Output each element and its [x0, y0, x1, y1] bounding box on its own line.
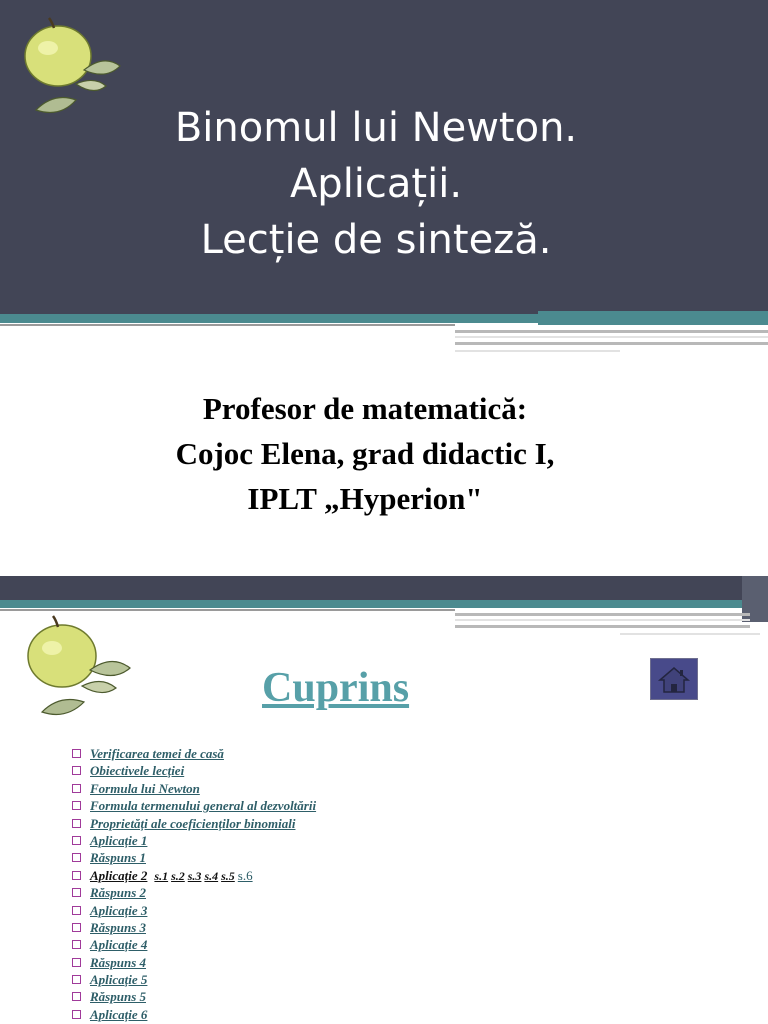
list-item: [72, 919, 316, 936]
toc-link[interactable]: Aplicație 4: [90, 937, 148, 953]
title-line: Binomul lui Newton.: [174, 105, 578, 151]
bullet-icon: [72, 836, 81, 845]
sublink[interactable]: s.6: [237, 867, 253, 883]
list-item: [72, 780, 316, 797]
list-item: [72, 954, 316, 971]
list-item: [72, 884, 316, 901]
bullet-icon: [72, 906, 81, 915]
toc-link[interactable]: Aplicație 5: [90, 972, 148, 988]
list-item: [72, 1006, 316, 1023]
title-line: Lecție de sinteză.: [200, 217, 552, 263]
author-line: Profesor de matematică:: [202, 391, 528, 426]
title-line: Aplicații.: [289, 161, 463, 207]
bullet-icon: [72, 958, 81, 967]
contents-list: [72, 745, 316, 1023]
sublink[interactable]: s.4: [204, 868, 219, 883]
toc-link[interactable]: Obiectivele lecției: [90, 763, 185, 779]
decor-line: [455, 350, 620, 352]
toc-link[interactable]: Răspuns 3: [90, 919, 146, 935]
list-item: [72, 867, 316, 884]
list-item: [72, 936, 316, 953]
author-line: IPLT „Hyperion": [247, 481, 483, 516]
list-item: [72, 849, 316, 866]
list-item: [72, 797, 316, 814]
bullet-icon: [72, 784, 81, 793]
author-info: [0, 386, 730, 521]
bullet-icon: [72, 766, 81, 775]
toc-link[interactable]: Formula termenului general al dezvoltării: [90, 798, 317, 814]
header-shadow-line: [0, 324, 455, 326]
bullet-icon: [72, 975, 81, 984]
decor-line: [455, 330, 768, 333]
toc-link[interactable]: Aplicație 3: [90, 902, 148, 918]
list-item: [72, 971, 316, 988]
toc-link[interactable]: Răspuns 4: [90, 954, 146, 970]
toc-link[interactable]: Proprietăți ale coeficienților binomiali: [90, 815, 296, 831]
sublink[interactable]: s.3: [187, 868, 202, 883]
list-item: [72, 832, 316, 849]
toc-link[interactable]: Aplicație 6: [90, 1006, 148, 1022]
contents-heading: Cuprins: [262, 665, 410, 711]
list-item: [72, 902, 316, 919]
bullet-icon: [72, 1010, 81, 1019]
author-line: Cojoc Elena, grad didactic I,: [175, 436, 555, 471]
toc-link[interactable]: Răspuns 1: [90, 850, 146, 866]
header-band: [0, 576, 768, 600]
bullet-icon: [72, 871, 81, 880]
toc-link[interactable]: Formula lui Newton: [90, 780, 200, 796]
bullet-icon: [72, 853, 81, 862]
slide-title: [0, 100, 752, 268]
bullet-icon: [72, 801, 81, 810]
header-stripe: [0, 314, 540, 323]
decor-line: [455, 336, 768, 338]
decor-line: [455, 342, 768, 345]
toc-link[interactable]: Verificarea temei de casă: [90, 746, 224, 761]
header-stripe-right: [538, 311, 768, 325]
list-item: [72, 988, 316, 1005]
home-icon: [651, 659, 697, 699]
toc-link[interactable]: Răspuns 2: [90, 885, 146, 901]
decor-line: [455, 625, 750, 628]
sublink[interactable]: s.1: [154, 868, 169, 883]
sublink[interactable]: s.2: [171, 868, 185, 883]
bullet-icon: [72, 923, 81, 932]
toc-link[interactable]: Răspuns 5: [90, 989, 146, 1005]
decor-line: [455, 613, 750, 616]
toc-link[interactable]: Aplicație 1: [90, 832, 148, 848]
list-item: [72, 762, 316, 779]
bullet-icon: [72, 819, 81, 828]
sublink[interactable]: s.5: [221, 868, 235, 883]
list-item: [72, 815, 316, 832]
list-item: [72, 745, 316, 762]
decor-line: [455, 619, 750, 621]
header-shadow-line: [0, 609, 455, 611]
home-button[interactable]: [650, 658, 698, 700]
header-stripe: [0, 600, 750, 608]
toc-link[interactable]: Aplicație 2: [90, 867, 148, 883]
bullet-icon: [72, 992, 81, 1001]
bullet-icon: [72, 888, 81, 897]
bullet-icon: [72, 940, 81, 949]
decor-line: [620, 633, 760, 635]
bullet-icon: [72, 749, 81, 758]
apple-icon: [18, 612, 136, 726]
